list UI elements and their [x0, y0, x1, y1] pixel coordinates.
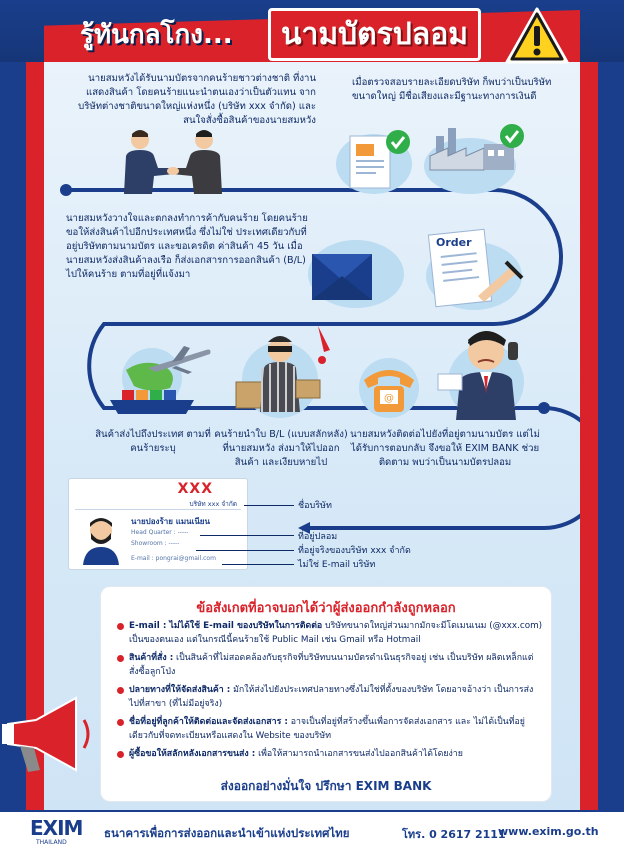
website-link[interactable]: www.exim.go.th	[498, 825, 599, 838]
step3-text: นายสมหวังวางใจและตกลงทำการค้ากับคนร้าย โดยคนร้ายขอให้ส่งสินค้าไปอีกประเทศหนึ่ง ซึ่งไม่ใช่ ประเทศเดียวกับที่อยู่บริษัทตามนามบัตร และขอเครดิต ค่าสินค้า 45 วัน เมื่อนายสมหวังส่งสินค้าลงเรือ ก็ส่งเอกสารการออกสินค้า (B/L) ไปให้คนร้าย ตามที่อยู่ที่แจ้งมา	[66, 213, 308, 280]
warning-item: E-mail : ไม่ได้ใช้ E-mail ของบริษัทในการติดต่อ บริษัทขนาดใหญ่ส่วนมากมักจะมีโดเมนเนม (@xxx.com) เป็นของตนเอง แต่ในกรณีนี้คนร้ายใช้ Public Mail เช่น Gmail หรือ Hotmail	[117, 619, 543, 647]
exim-logo-sub: THAILAND	[36, 839, 67, 846]
phone-email-icon	[354, 350, 424, 420]
card-email: E-mail : pongrai@gmail.com	[131, 555, 216, 562]
envelope-icon	[304, 226, 414, 310]
annot-fake-address: ที่อยู่ปลอม	[298, 532, 338, 542]
header	[0, 0, 624, 62]
annot-not-email: ไม่ใช่ E-mail บริษัท	[298, 560, 376, 570]
warning-signs-box	[100, 586, 552, 802]
bullet-icon	[117, 655, 124, 662]
worried-man-icon	[424, 322, 534, 420]
card-company: บริษัท xxx จำกัด	[189, 500, 237, 508]
svg-text:@: @	[384, 393, 394, 404]
footer	[0, 810, 624, 852]
card-showroom: Showroom : -----	[131, 540, 180, 547]
factory-check-icon	[418, 122, 528, 194]
megaphone-icon	[0, 690, 100, 780]
arrow-company	[244, 505, 294, 506]
bank-name: ธนาคารเพื่อการส่งออกและนำเข้าแห่งประเทศไทย	[104, 826, 350, 840]
order-label: Order	[436, 236, 472, 249]
airplane-icon	[146, 342, 212, 378]
exim-logo: EXIM	[30, 816, 83, 840]
arrow-not-email	[222, 564, 294, 565]
fake-business-card	[68, 478, 248, 570]
title-part1: รู้ทันกลโกง...	[80, 20, 233, 50]
warning-icon	[504, 6, 570, 66]
annot-company: ชื่อบริษัท	[298, 501, 332, 511]
handshake-icon	[118, 128, 228, 194]
warning-item: ผู้ซื้อขอให้สลักหลังเอกสารขนส่ง : เพื่อให้สามารถนำเอกสารขนส่งไปออกสินค้าได้โดยง่าย	[117, 747, 543, 761]
bullet-icon	[117, 719, 124, 726]
arrow-fake-address	[200, 535, 294, 536]
bullet-icon	[117, 623, 124, 630]
step4-text: สินค้าส่งไปถึงประเทศ ตามที่คนร้ายระบุ	[95, 429, 211, 454]
avatar	[79, 513, 123, 565]
step1-text: นายสมหวังได้รับนามบัตรจากคนร้ายชาวต่างชาติ ที่งานแสดงสินค้า โดยคนร้ายแนะนำตนเองว่าเป็นตัวแทน จากบริษัทต่างชาติขนาดใหญ่แห่งหนึ่ง (บริษัท xxx จำกัด) และสนใจสั่งซื้อสินค้าของนายสมหวัง	[78, 73, 316, 126]
step6-text: นายสมหวังติดต่อไปยังที่อยู่ตามนามบัตร แต่ไม่ได้รับการตอบกลับ จึงขอให้ EXIM BANK ช่วยติดตาม พบว่าเป็นนามบัตรปลอม	[350, 429, 540, 468]
card-name: นายปองร้าย แมนเนียน	[131, 517, 210, 526]
step5-text: คนร้ายนำใบ B/L (แบบสลักหลัง) ที่นายสมหวัง ส่งมาให้ไปออกสินค้า และเงียบหายไป	[214, 429, 348, 468]
step2-text: เมื่อตรวจสอบรายละเอียดบริษัท ก็พบว่าเป็นบริษัทขนาดใหญ่ มีชื่อเสียงและมีฐานะทางการเงินดี	[352, 77, 552, 102]
right-stripe	[580, 58, 598, 810]
warning-title: ข้อสังเกตที่อาจบอกได้ว่าผู้ส่งออกกำลังถูกหลอก	[196, 601, 456, 616]
annot-real-address: ที่อยู่จริงของบริษัท xxx จำกัด	[298, 546, 411, 556]
document-check-icon	[334, 124, 420, 194]
warning-item: ชื่อที่อยู่ที่ลูกค้าให้ติดต่อและจัดส่งเอกสาร : อาจเป็นที่อยู่ที่สร้างขึ้นเพื่อการจัดส่งเอกสาร และ ไม่ได้เป็นที่อยู่เดียวกับที่จดทะเบียนหรือแสดงใน Website ของบริษัท	[117, 715, 543, 743]
order-form-icon	[418, 226, 528, 312]
cta-text: ส่งออกอย่างมั่นใจ ปรึกษา EXIM BANK	[220, 779, 432, 793]
bullet-icon	[117, 751, 124, 758]
card-logo: XXX	[177, 481, 213, 497]
right-border	[598, 0, 624, 852]
arrow-real-address	[196, 550, 294, 551]
thief-icon	[226, 320, 336, 422]
card-divider	[75, 509, 241, 510]
warning-item: สินค้าที่สั่ง : เป็นสินค้าที่ไม่สอดคล้องกับธุรกิจที่บริษัทบนนามบัตรดำเนินธุรกิจอยู่ เช่น เป็นบริษัท ผลิตเหล็กแต่สั่งซื้อลูกโป่ง	[117, 651, 543, 679]
telephone: โทร. 0 2617 2111	[402, 828, 506, 841]
bullet-icon	[117, 687, 124, 694]
card-head-quarter: Head Quarter : -----	[131, 529, 189, 536]
title-part2: นามบัตรปลอม	[268, 8, 481, 61]
warning-item: ปลายทางที่ให้จัดส่งสินค้า : มักให้ส่งไปยังประเทศปลายทางซึ่งไม่ใช่ที่ตั้งของบริษัท โดยอาจอ้างว่า เป็นการส่งไปที่สาขา (ที่ไม่มีอยู่จริง)	[117, 683, 543, 711]
